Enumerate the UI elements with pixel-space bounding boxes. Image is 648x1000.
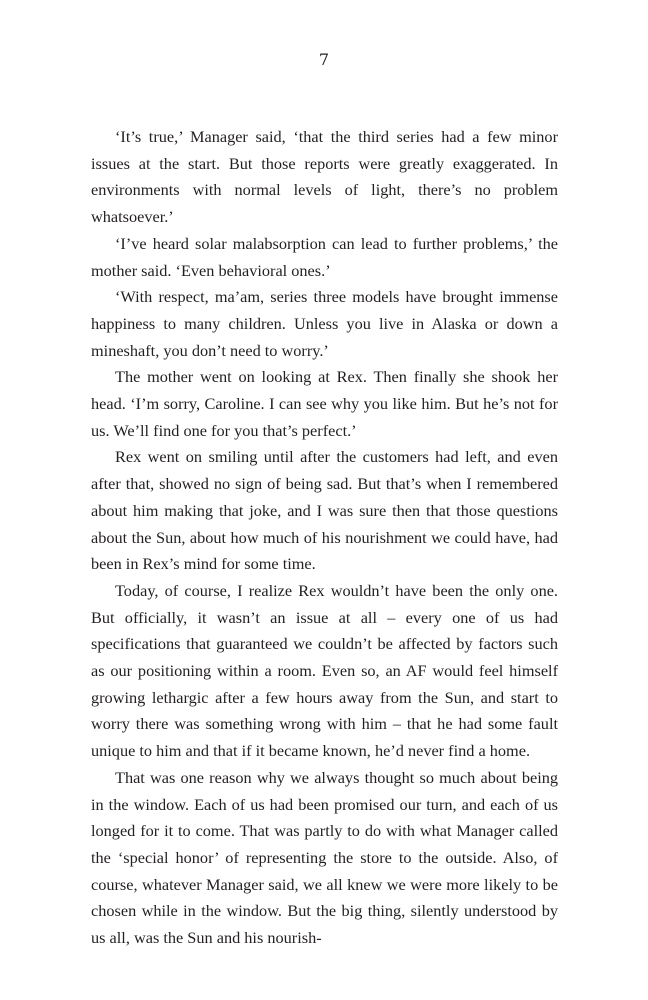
paragraph: ‘I’ve heard solar malabsorption can lead to further problems,’ the mother said. ‘Even behavioral ones.’ (91, 233, 558, 280)
body-text (91, 124, 558, 952)
paragraph: The mother went on looking at Rex. Then finally she shook her head. ‘I’m sorry, Caroline. I can see why you like him. But he’s not for us. We’ll find one for you that’s perfect.’ (91, 367, 558, 440)
paragraph: ‘It’s true,’ Manager said, ‘that the third series had a few minor issues at the start. But those reports were greatly exaggerated. In environments with normal levels of light, there’s no problem whatsoever.’ (91, 127, 558, 227)
page-number: 7 (318, 50, 330, 69)
paragraph: ‘With respect, ma’am, series three models have brought immense happiness to many children. Unless you live in Alaska or down a mineshaft, you don’t need to worry.’ (91, 287, 558, 360)
paragraph: That was one reason why we always thought so much about being in the window. Each of us had been promised our turn, and each of us longed for it to come. That was partly to do with what Manager called the ‘special honor’ of representing the store to the outside. Also, of course, whatever Manager said, we all knew we were more likely to be chosen while in the window. But the big thing, silently understood by us all, was the Sun and his nourish- (91, 767, 558, 948)
paragraph: Today, of course, I realize Rex wouldn’t have been the only one. But officially, it wasn’t an issue at all – every one of us had specifications that guaranteed we couldn’t be affected by factors such as our positioning within a room. Even so, an AF would feel himself growing lethargic after a few hours away from the Sun, and start to worry there was something wrong with him – that he had some fault unique to him and that if it became known, he’d never find a home. (91, 580, 558, 761)
paragraph: Rex went on smiling until after the customers had left, and even after that, showed no sign of being sad. But that’s when I remembered about him making that joke, and I was sure then that those questions about the Sun, about how much of his nourishment we could have, had been in Rex’s mind for some time. (91, 447, 558, 574)
